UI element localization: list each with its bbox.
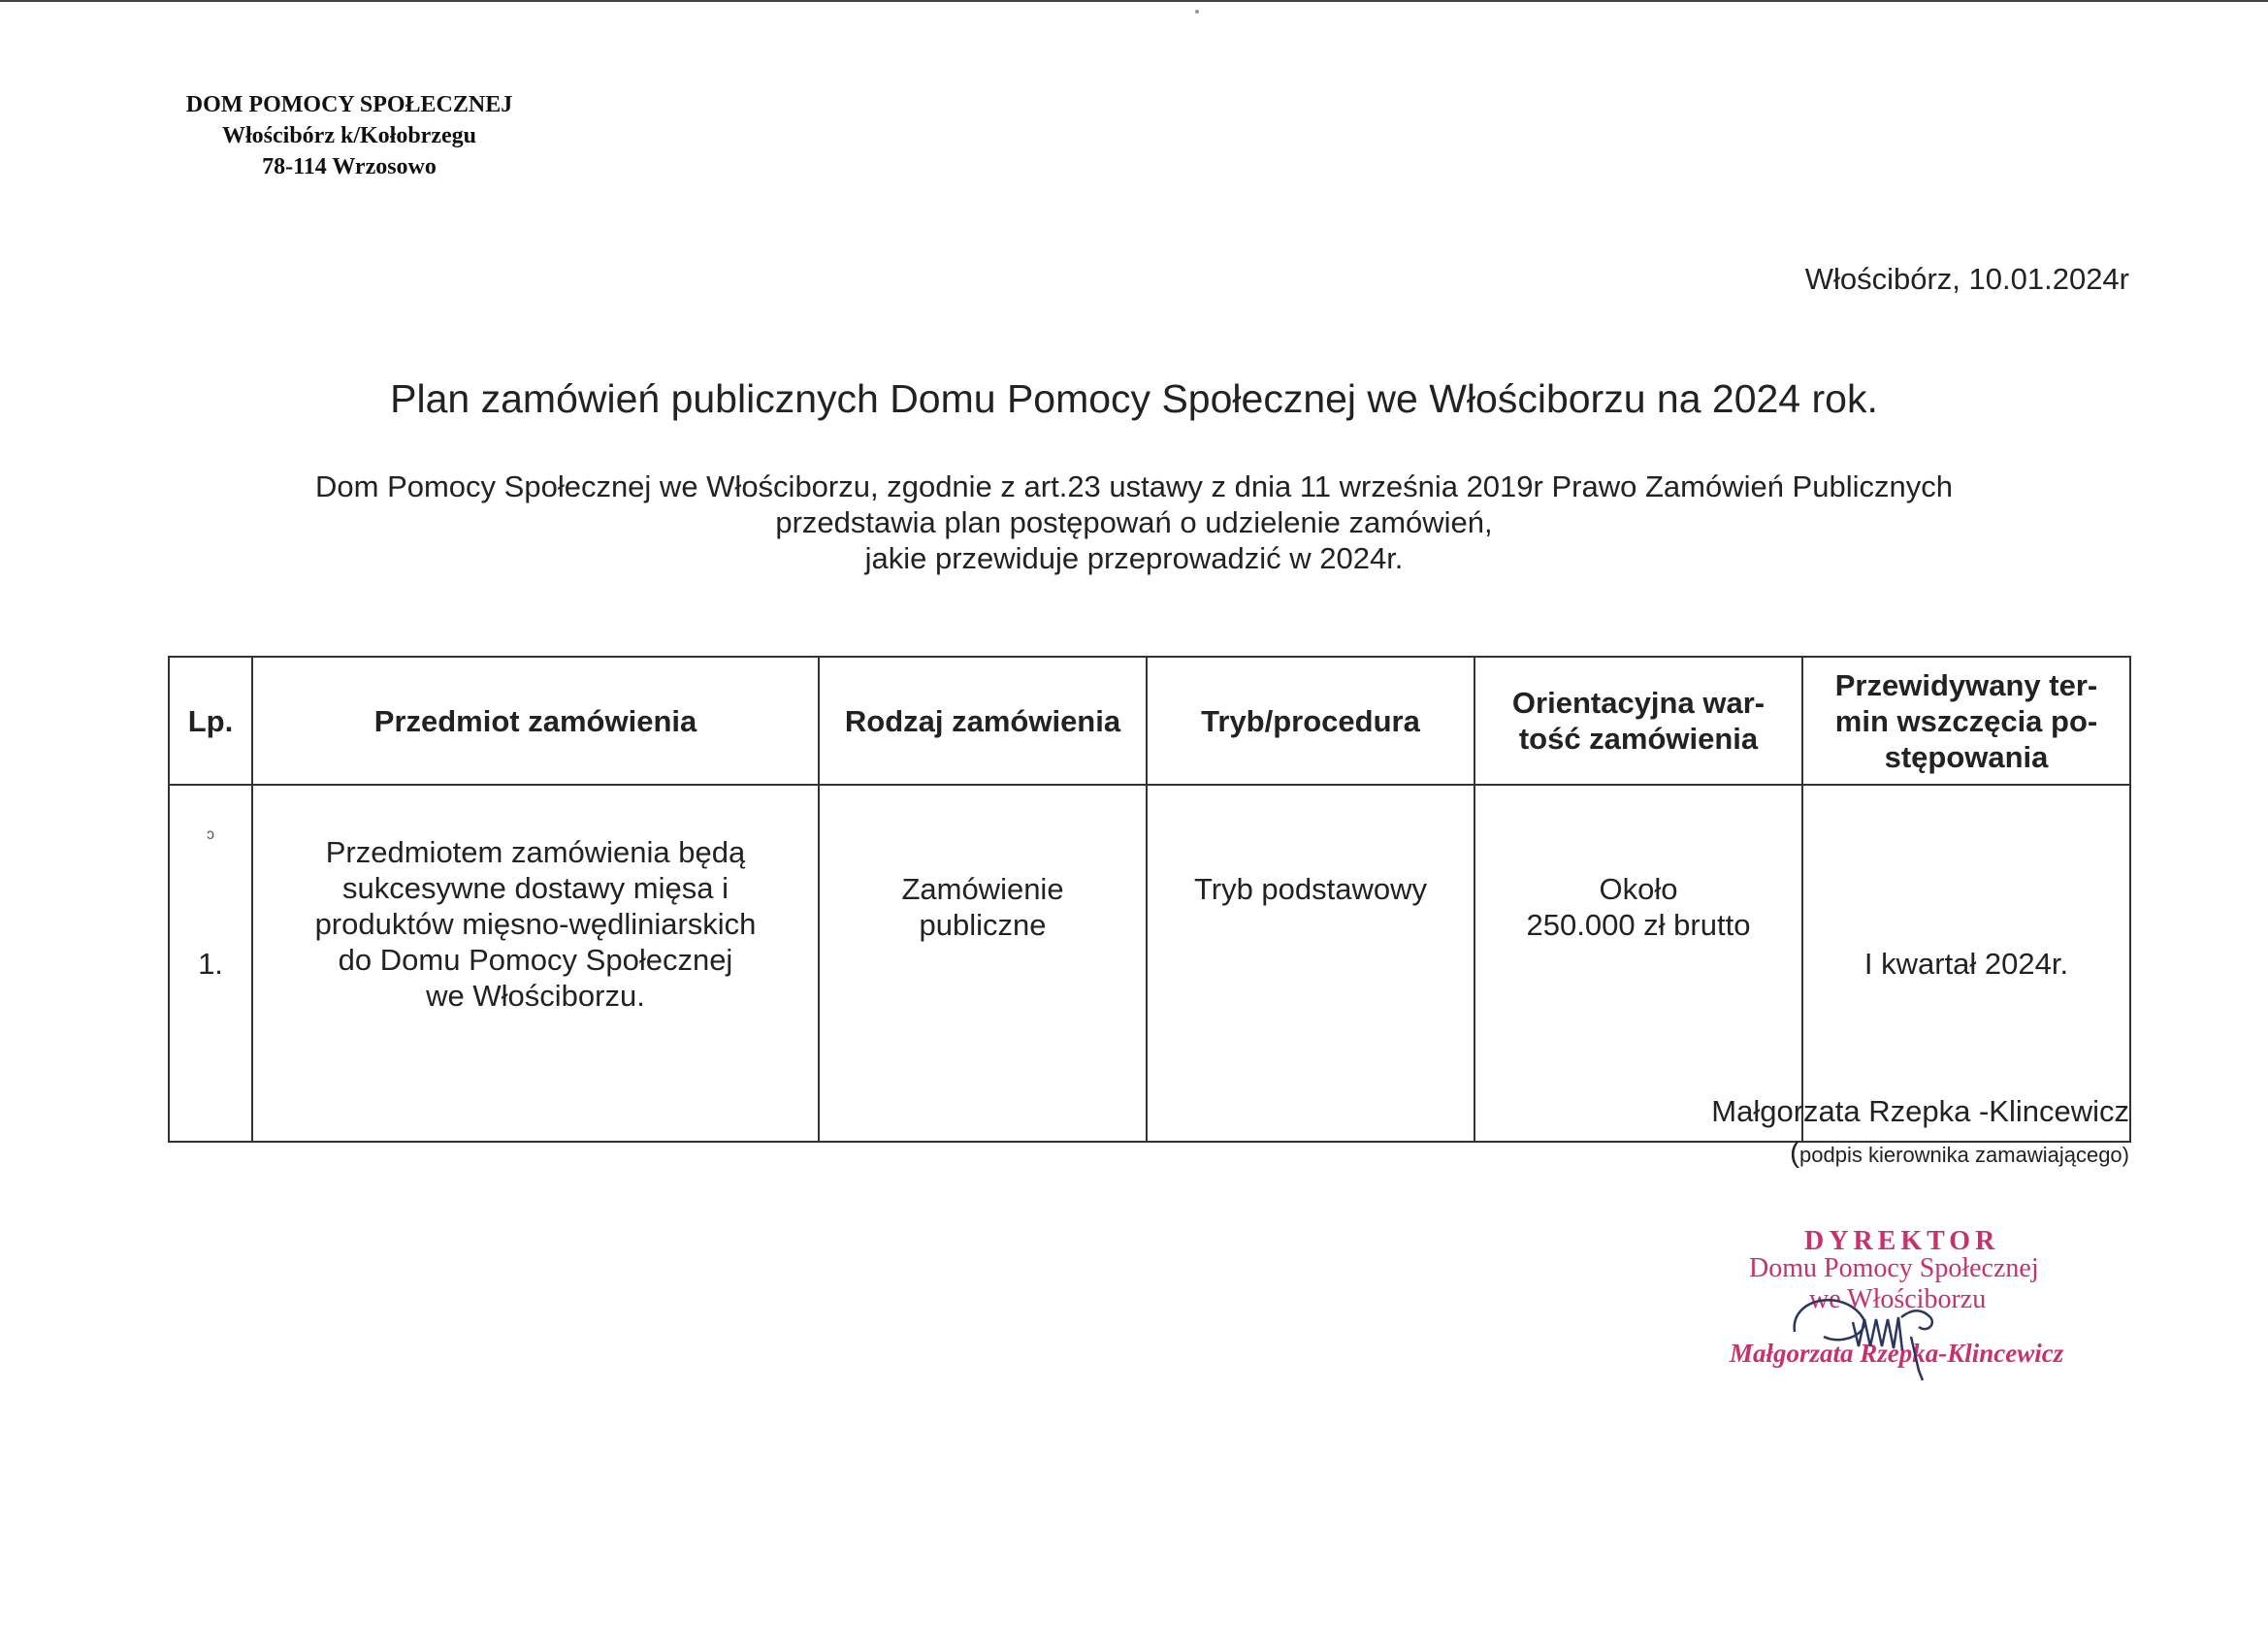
- header-value-line-2: tość zamówienia: [1518, 722, 1759, 756]
- place-and-date: Włościbórz, 10.01.2024r: [1804, 262, 2129, 296]
- procurement-plan-table: [168, 656, 2131, 1143]
- header-term-line-3: stępowania: [1884, 739, 2049, 774]
- signature-caption: [1790, 1137, 2129, 1170]
- caption-text: podpis kierownika zamawiającego): [1799, 1143, 2129, 1167]
- stamp-line-1: DYREKTOR: [1804, 1226, 2000, 1256]
- header-value-line-1: Orientacyjna war-: [1511, 686, 1766, 720]
- sender-name: DOM POMOCY SPOŁECZNEJ: [185, 92, 513, 117]
- sender-address-block: [126, 89, 572, 182]
- mode-value: Tryb podstawowy: [1193, 872, 1428, 906]
- header-mode: Tryb/procedura: [1147, 657, 1474, 785]
- header-term: [1802, 657, 2130, 785]
- subject-line-3: produktów mięsno-wędliniarskich: [314, 907, 757, 941]
- cell-value: [1474, 785, 1802, 1142]
- table-header-row: [169, 657, 2130, 785]
- stamp-line-4: Małgorzata Rzepka-Klincewicz: [1730, 1339, 2064, 1368]
- cell-term: [1802, 785, 2130, 1142]
- intro-paragraph: [0, 469, 2268, 576]
- header-term-line-1: Przewidywany ter-: [1834, 667, 2098, 702]
- signatory-name: Małgorzata Rzepka -Klincewicz: [1711, 1094, 2129, 1128]
- subject-line-2: sukcesywne dostawy mięsa i: [342, 871, 729, 905]
- header-kind: Rodzaj zamówienia: [819, 657, 1147, 785]
- cell-mode: [1147, 785, 1474, 1142]
- handwritten-signature: [1785, 1278, 1979, 1385]
- scan-dot: [1195, 10, 1199, 14]
- table-row: [169, 785, 2130, 1142]
- intro-line-1: Dom Pomocy Społecznej we Włościborzu, zgodnie z art.23 ustawy z dnia 11 września 2019r Prawo Zamówień Publicznych: [315, 469, 1953, 503]
- header-lp: Lp.: [169, 657, 252, 785]
- value-line-1: Około: [1599, 872, 1678, 906]
- cell-subject: [252, 785, 819, 1142]
- kind-line-2: publiczne: [919, 908, 1047, 942]
- header-subject: Przedmiot zamówienia: [252, 657, 819, 785]
- sender-locality: Włościbórz k/Kołobrzegu: [222, 123, 476, 148]
- cell-mark: ɔ: [207, 826, 214, 843]
- sender-postcode: 78-114 Wrzosowo: [262, 154, 437, 179]
- kind-line-1: Zamówienie: [901, 872, 1064, 906]
- subject-line-1: Przedmiotem zamówienia będą: [325, 835, 746, 869]
- subject-line-4: do Domu Pomocy Społecznej: [338, 943, 733, 977]
- cell-lp-value: 1.: [198, 946, 223, 981]
- cell-kind: [819, 785, 1147, 1142]
- intro-line-3: jakie przewiduje przeprowadzić w 2024r.: [864, 541, 1404, 575]
- header-term-line-2: min wszczęcia po-: [1834, 703, 2098, 738]
- cell-lp: [169, 785, 252, 1142]
- value-line-2: 250.000 zł brutto: [1526, 908, 1751, 942]
- stamp-line-3: we Włościborzu: [1809, 1284, 1987, 1314]
- caption-paren: (: [1790, 1137, 1800, 1169]
- subject-line-5: we Włościborzu.: [426, 979, 645, 1013]
- term-value: I kwartał 2024r.: [1863, 946, 2069, 981]
- header-value: [1474, 657, 1802, 785]
- top-border-line: [0, 0, 2268, 2]
- document-title: Plan zamówień publicznych Domu Pomocy Społecznej we Włościborzu na 2024 rok.: [390, 376, 1878, 421]
- intro-line-2: przedstawia plan postępowań o udzielenie zamówień,: [775, 505, 1493, 539]
- stamp-line-2: Domu Pomocy Społecznej: [1749, 1253, 2039, 1283]
